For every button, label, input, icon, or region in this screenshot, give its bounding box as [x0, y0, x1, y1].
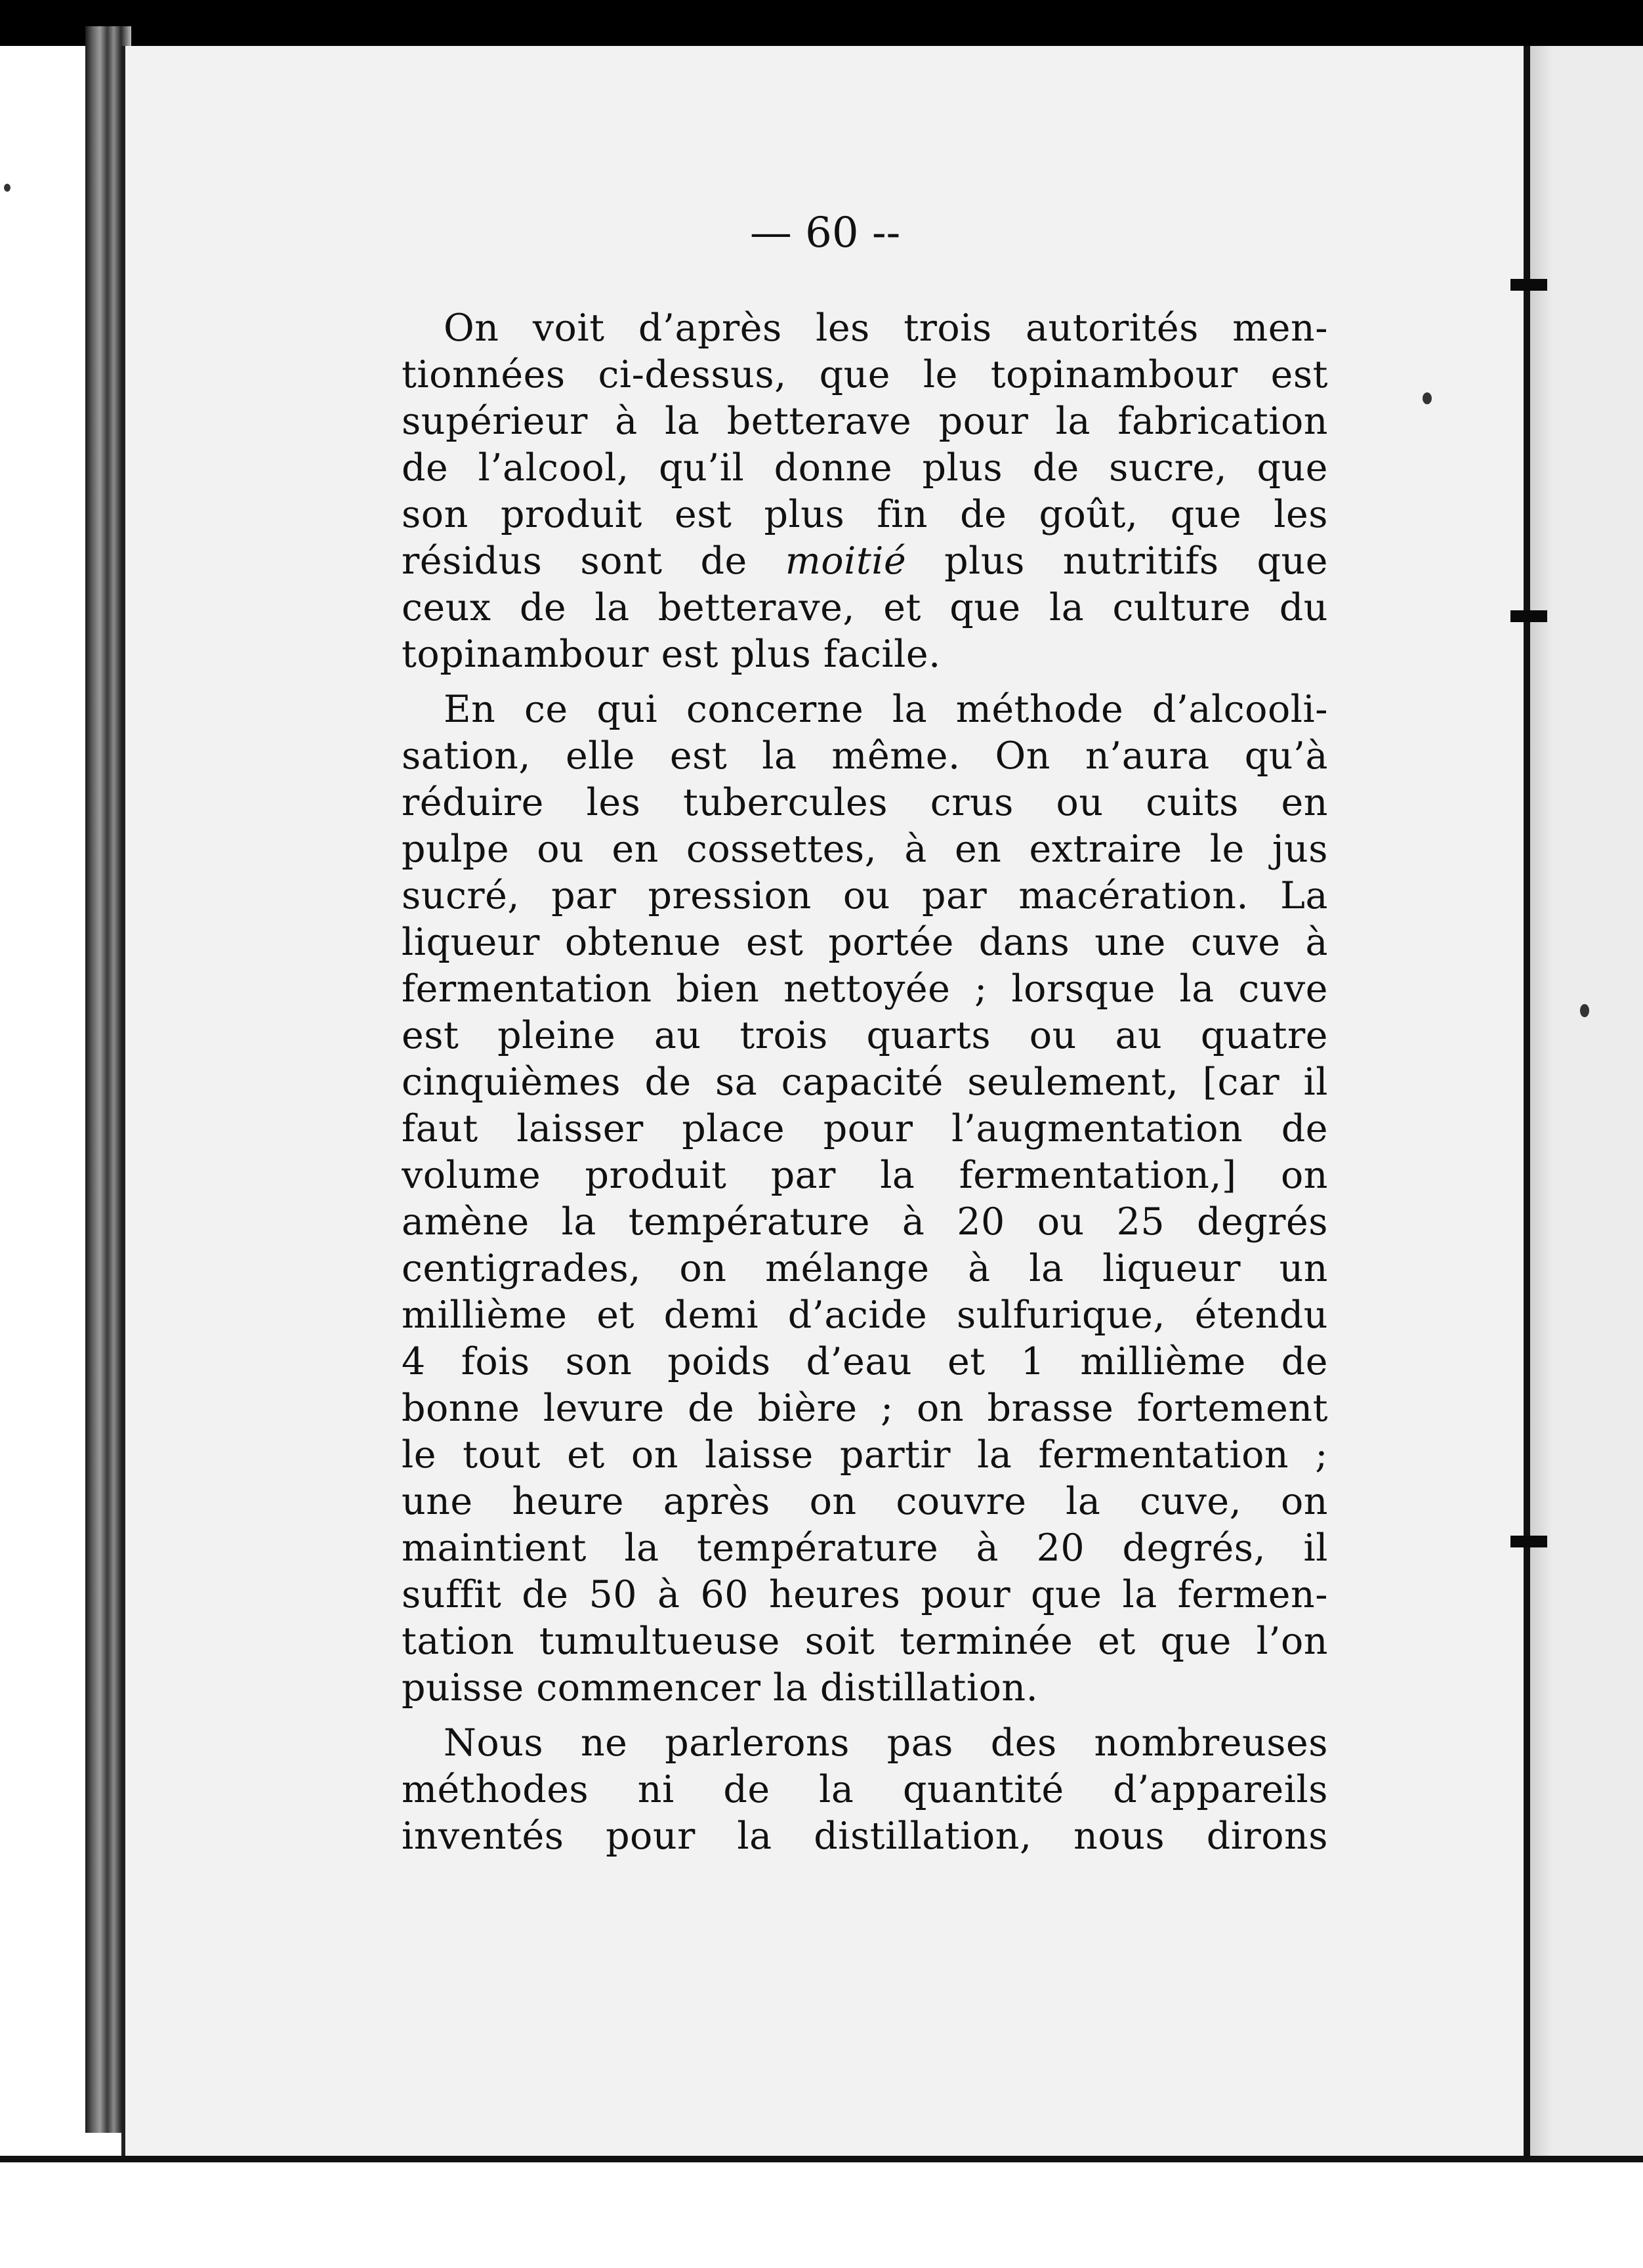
- binding-thread-mark: [1510, 610, 1547, 622]
- text-line: ceux de la betterave, et que la culture du: [402, 586, 1328, 629]
- text-line: 4 fois son poids d’eau et 1 millième de: [402, 1340, 1328, 1383]
- text-line: son produit est plus fin de goût, que les: [402, 493, 1328, 536]
- text-line: volume produit par la fermentation,] on: [402, 1154, 1328, 1197]
- text-line: cinquièmes de sa capacité seulement, [car il: [402, 1060, 1328, 1104]
- book-gutter-line: [1524, 46, 1530, 2156]
- text-line: faut laisser place pour l’augmentation de: [402, 1107, 1328, 1150]
- text-line: tation tumultueuse soit terminée et que l’on: [402, 1620, 1328, 1663]
- text-line: Nous ne parlerons pas des nombreuses: [444, 1721, 1328, 1765]
- text-line: est pleine au trois quarts ou au quatre: [402, 1014, 1328, 1057]
- text-line: sation, elle est la même. On n’aura qu’à: [402, 734, 1328, 778]
- text-line: supérieur à la betterave pour la fabrication: [402, 400, 1328, 443]
- text-line: pulpe ou en cossettes, à en extraire le jus: [402, 828, 1328, 871]
- scan-top-border: [0, 0, 1643, 46]
- text-line: On voit d’après les trois autorités men-: [444, 306, 1328, 350]
- text-line: amène la température à 20 ou 25 degrés: [402, 1200, 1328, 1244]
- text-line: réduire les tubercules crus ou cuits en: [402, 781, 1328, 824]
- text-line: liqueur obtenue est portée dans une cuve à: [402, 921, 1328, 964]
- text-line: centigrades, on mélange à la liqueur un: [402, 1247, 1328, 1290]
- text-line: En ce qui concerne la méthode d’alcooli-: [444, 688, 1328, 731]
- page-number: — 60 --: [749, 209, 901, 257]
- text-line: une heure après on couvre la cuve, on: [402, 1480, 1328, 1523]
- facing-page-edge: [1530, 46, 1643, 2156]
- scan-speck: [1423, 392, 1432, 404]
- text-line: millième et demi d’acide sulfurique, étendu: [402, 1293, 1328, 1337]
- paragraph-gap: [402, 1712, 1328, 1720]
- binding-thread-mark: [1510, 279, 1547, 291]
- text-segment: résidus sont de: [402, 539, 785, 583]
- scan-speck: [4, 184, 10, 192]
- text-line: sucré, par pression ou par macération. La: [402, 874, 1328, 917]
- italic-word: moitié: [785, 539, 907, 583]
- text-line: suffit de 50 à 60 heures pour que la fermen-: [402, 1573, 1328, 1616]
- scan-bottom-area: [0, 2156, 1643, 2268]
- scan-speck: [1580, 1004, 1589, 1017]
- gutter-shadow: [1530, 46, 1552, 2156]
- binding-thread-mark: [1510, 1536, 1547, 1547]
- text-line: méthodes ni de la quantité d’appareils: [402, 1768, 1328, 1811]
- text-line: [402, 538, 1328, 585]
- text-line: puisse commencer la distillation.: [402, 1666, 1039, 1710]
- text-line: bonne levure de bière ; on brasse fortement: [402, 1387, 1328, 1430]
- text-line: le tout et on laisse partir la fermentation ;: [402, 1433, 1328, 1477]
- text-line: tionnées ci-dessus, que le topinambour est: [402, 353, 1328, 396]
- text-line: maintient la température à 20 degrés, il: [402, 1526, 1328, 1570]
- text-line: inventés pour la distillation, nous dirons: [402, 1815, 1328, 1858]
- text-line: de l’alcool, qu’il donne plus de sucre, que: [402, 446, 1328, 490]
- paragraph-gap: [402, 678, 1328, 686]
- text-segment: plus nutritifs que: [906, 539, 1328, 583]
- body-text: [402, 305, 1328, 1860]
- text-line: topinambour est plus facile.: [402, 633, 941, 676]
- text-line: fermentation bien nettoyée ; lorsque la cuve: [402, 967, 1328, 1011]
